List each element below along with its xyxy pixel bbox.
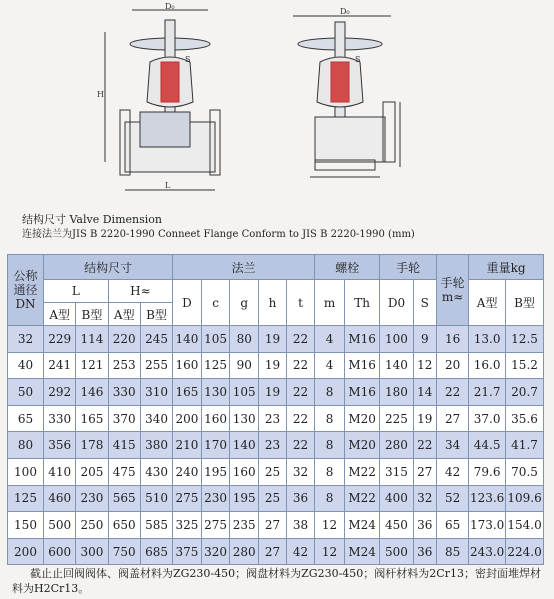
- table-cell: 356: [44, 432, 76, 459]
- table-cell: 123.6: [469, 485, 506, 512]
- table-cell: 25: [259, 485, 287, 512]
- table-cell: 173.0: [469, 512, 506, 539]
- label-d0-left: D₀: [165, 2, 175, 11]
- table-cell: 280: [380, 432, 413, 459]
- header-bolt: 螺栓: [315, 255, 380, 280]
- table-cell: 178: [76, 432, 108, 459]
- header-flange: 法兰: [173, 255, 315, 280]
- table-cell: 154.0: [506, 512, 544, 539]
- table-cell: 275: [173, 485, 202, 512]
- table-cell: 32: [287, 458, 315, 485]
- table-cell: 380: [140, 432, 172, 459]
- table-cell: 180: [380, 379, 413, 406]
- header-th: Th: [344, 280, 379, 326]
- table-cell: 205: [76, 458, 108, 485]
- table-cell: 12: [315, 512, 345, 539]
- table-cell: 8: [315, 379, 345, 406]
- table-cell: 109.6: [506, 485, 544, 512]
- table-cell: 224.0: [506, 538, 544, 565]
- table-cell: 210: [173, 432, 202, 459]
- table-cell: 200: [173, 405, 202, 432]
- table-cell: 65: [437, 512, 469, 539]
- table-cell: 8: [315, 405, 345, 432]
- table-cell: 44.5: [469, 432, 506, 459]
- label-h: H: [97, 90, 104, 99]
- table-cell: 243.0: [469, 538, 506, 565]
- table-cell: 12: [315, 538, 345, 565]
- table-row: [8, 538, 544, 565]
- header-g: g: [230, 280, 259, 326]
- header-l-b: B型: [76, 303, 108, 326]
- table-cell: 36: [287, 485, 315, 512]
- header-l: L: [44, 280, 109, 303]
- table-cell: 65: [8, 405, 44, 432]
- table-row: [8, 405, 544, 432]
- table-cell: 79.6: [469, 458, 506, 485]
- table-row: [8, 432, 544, 459]
- table-cell: 14: [413, 379, 436, 406]
- table-cell: 22: [287, 405, 315, 432]
- table-cell: 22: [287, 379, 315, 406]
- table-cell: 160: [173, 352, 202, 379]
- table-cell: M24: [344, 538, 379, 565]
- table-cell: 27: [437, 405, 469, 432]
- table-cell: 510: [140, 485, 172, 512]
- table-cell: 325: [173, 512, 202, 539]
- table-cell: 275: [201, 512, 230, 539]
- table-cell: 430: [140, 458, 172, 485]
- angle-valve-drawing: [293, 7, 400, 177]
- header-m: m: [315, 280, 345, 326]
- table-cell: 370: [108, 405, 140, 432]
- header-d: D: [173, 280, 202, 326]
- table-cell: 140: [230, 432, 259, 459]
- caption: [22, 212, 415, 242]
- table-cell: 140: [380, 352, 413, 379]
- table-cell: 250: [76, 512, 108, 539]
- table-cell: 41.7: [506, 432, 544, 459]
- table-cell: 20: [437, 352, 469, 379]
- table-cell: 230: [201, 485, 230, 512]
- table-cell: 42: [437, 458, 469, 485]
- table-cell: 195: [201, 458, 230, 485]
- table-row: [8, 485, 544, 512]
- table-cell: M22: [344, 485, 379, 512]
- table-cell: 105: [201, 326, 230, 353]
- table-cell: 600: [44, 538, 76, 565]
- table-cell: 229: [44, 326, 76, 353]
- table-cell: M16: [344, 352, 379, 379]
- header-handwheel-m: 手轮m≈: [437, 255, 469, 326]
- table-cell: 27: [413, 458, 436, 485]
- table-cell: 400: [380, 485, 413, 512]
- table-cell: 90: [230, 352, 259, 379]
- table-cell: 85: [437, 538, 469, 565]
- table-cell: 165: [76, 405, 108, 432]
- table-cell: 16: [437, 326, 469, 353]
- table-cell: 255: [140, 352, 172, 379]
- table-cell: 50: [8, 379, 44, 406]
- header-s: S: [413, 280, 436, 326]
- table-cell: 650: [108, 512, 140, 539]
- table-cell: 130: [201, 379, 230, 406]
- table-cell: 225: [380, 405, 413, 432]
- caption-title: 结构尺寸 Valve Dimension: [22, 213, 162, 226]
- table-cell: 415: [108, 432, 140, 459]
- table-cell: 100: [8, 458, 44, 485]
- table-cell: 8: [315, 458, 345, 485]
- table-cell: 105: [230, 379, 259, 406]
- table-cell: 8: [315, 485, 345, 512]
- table-cell: 114: [76, 326, 108, 353]
- table-cell: M16: [344, 379, 379, 406]
- table-cell: 22: [413, 432, 436, 459]
- table-cell: 27: [259, 512, 287, 539]
- material-note: 截止止回阀阀体、阀盖材料为ZG230-450；阀盘材料为ZG230-450；阀杆材料为2Cr13；密封面堆焊材料为H2Cr13。: [12, 567, 541, 595]
- table-cell: 36: [413, 538, 436, 565]
- table-cell: 20.7: [506, 379, 544, 406]
- table-cell: M24: [344, 512, 379, 539]
- header-h: H≈: [108, 280, 173, 303]
- table-cell: 23: [259, 432, 287, 459]
- table-cell: 13.0: [469, 326, 506, 353]
- table-cell: 165: [173, 379, 202, 406]
- table-row: [8, 326, 544, 353]
- header-t: t: [287, 280, 315, 326]
- table-cell: 140: [173, 326, 202, 353]
- table-cell: 253: [108, 352, 140, 379]
- table-cell: 9: [413, 326, 436, 353]
- table-cell: M20: [344, 432, 379, 459]
- table-cell: 310: [140, 379, 172, 406]
- table-cell: 150: [8, 512, 44, 539]
- header-weight-b: B型: [506, 280, 544, 326]
- table-cell: 450: [380, 512, 413, 539]
- table-cell: 330: [44, 405, 76, 432]
- header-dn: 公称通径DN: [8, 255, 44, 326]
- table-cell: 80: [8, 432, 44, 459]
- table-cell: 34: [437, 432, 469, 459]
- globe-valve-drawing: [97, 2, 220, 190]
- table-cell: 121: [76, 352, 108, 379]
- table-cell: 410: [44, 458, 76, 485]
- table-cell: 280: [230, 538, 259, 565]
- table-cell: 245: [140, 326, 172, 353]
- table-cell: 19: [259, 379, 287, 406]
- header-c: c: [201, 280, 230, 326]
- table-cell: 19: [259, 352, 287, 379]
- table-cell: 80: [230, 326, 259, 353]
- table-cell: 22: [437, 379, 469, 406]
- valve-drawings: [95, 2, 455, 202]
- table-cell: 300: [76, 538, 108, 565]
- table-cell: 130: [230, 405, 259, 432]
- table-cell: 220: [108, 326, 140, 353]
- table-cell: 460: [44, 485, 76, 512]
- table-cell: 230: [76, 485, 108, 512]
- table-cell: 685: [140, 538, 172, 565]
- header-structure: 结构尺寸: [44, 255, 173, 280]
- table-cell: 35.6: [506, 405, 544, 432]
- table-cell: 330: [108, 379, 140, 406]
- table-cell: 315: [380, 458, 413, 485]
- table-cell: 160: [230, 458, 259, 485]
- caption-subtitle: 连接法兰为JIS B 2220-1990 Conneet Flange Conform to JIS B 2220-1990 (mm): [22, 229, 415, 240]
- table-cell: 170: [201, 432, 230, 459]
- table-cell: 240: [173, 458, 202, 485]
- header-weight-a: A型: [469, 280, 506, 326]
- table-cell: 70.5: [506, 458, 544, 485]
- table-cell: 12.5: [506, 326, 544, 353]
- table-cell: 100: [380, 326, 413, 353]
- table-cell: 585: [140, 512, 172, 539]
- table-cell: 40: [8, 352, 44, 379]
- table-cell: 750: [108, 538, 140, 565]
- table-cell: 12: [413, 352, 436, 379]
- table-cell: M22: [344, 458, 379, 485]
- table-cell: 565: [108, 485, 140, 512]
- table-cell: 22: [287, 352, 315, 379]
- table-cell: 27: [259, 538, 287, 565]
- table-row: [8, 512, 544, 539]
- table-cell: 21.7: [469, 379, 506, 406]
- header-h-flange: h: [259, 280, 287, 326]
- table-cell: 8: [315, 432, 345, 459]
- table-cell: 500: [380, 538, 413, 565]
- label-s-right: S: [355, 55, 361, 64]
- table-cell: 32: [8, 326, 44, 353]
- table-cell: 37.0: [469, 405, 506, 432]
- header-weight: 重量kg: [469, 255, 544, 280]
- valve-dimension-table: [7, 254, 544, 565]
- table-cell: 16.0: [469, 352, 506, 379]
- header-l-a: A型: [44, 303, 76, 326]
- table-cell: M16: [344, 326, 379, 353]
- table-cell: 22: [287, 432, 315, 459]
- header-h-b: B型: [140, 303, 172, 326]
- table-cell: 38: [287, 512, 315, 539]
- table-cell: 320: [201, 538, 230, 565]
- table-cell: 19: [259, 326, 287, 353]
- header-handwheel: 手轮: [380, 255, 437, 280]
- table-cell: 200: [8, 538, 44, 565]
- table-cell: 125: [8, 485, 44, 512]
- table-cell: 19: [413, 405, 436, 432]
- header-h-a: A型: [108, 303, 140, 326]
- table-cell: 42: [287, 538, 315, 565]
- table-cell: 125: [201, 352, 230, 379]
- table-cell: 375: [173, 538, 202, 565]
- table-cell: 25: [259, 458, 287, 485]
- table-cell: 340: [140, 405, 172, 432]
- label-d0-right: D₀: [340, 7, 350, 16]
- table-row: [8, 379, 544, 406]
- table-cell: 475: [108, 458, 140, 485]
- label-l: L: [165, 181, 171, 190]
- table-cell: 235: [230, 512, 259, 539]
- table-cell: 241: [44, 352, 76, 379]
- table-cell: 36: [413, 512, 436, 539]
- table-cell: 4: [315, 326, 345, 353]
- table-cell: 52: [437, 485, 469, 512]
- table-cell: 23: [259, 405, 287, 432]
- label-s-left: S: [185, 55, 191, 64]
- table-row: [8, 352, 544, 379]
- header-d0: D0: [380, 280, 413, 326]
- table-cell: 292: [44, 379, 76, 406]
- table-cell: 160: [201, 405, 230, 432]
- table-row: [8, 458, 544, 485]
- table-cell: 32: [413, 485, 436, 512]
- table-cell: 22: [287, 326, 315, 353]
- table-cell: 15.2: [506, 352, 544, 379]
- table-cell: 195: [230, 485, 259, 512]
- table-cell: M20: [344, 405, 379, 432]
- table-cell: 146: [76, 379, 108, 406]
- table-cell: 4: [315, 352, 345, 379]
- table-cell: 500: [44, 512, 76, 539]
